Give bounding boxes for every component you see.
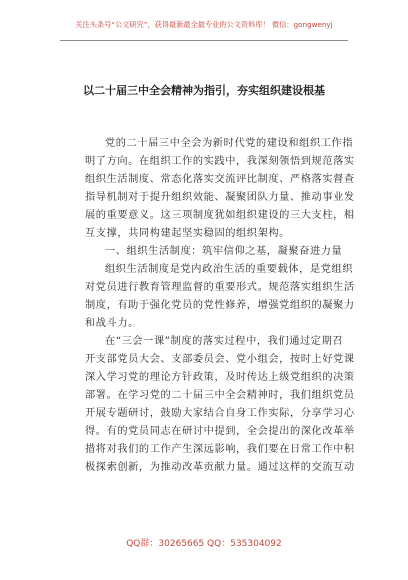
body-line: 组织生活制度是党内政治生活的重要载体，是党组织	[105, 264, 354, 275]
body-line: 在“三会一课”制度的落实过程中，我们通过定期召	[105, 336, 344, 347]
body-line: 对党员进行教育管理监督的重要形式。规范落实组织生活	[85, 282, 355, 293]
body-line: 党的二十届三中全会为新时代党的建设和组织工作指	[105, 138, 354, 149]
header-divider	[60, 40, 348, 41]
body-line: 开展专题研讨，鼓励大家结合自身工作实际，分享学习心	[85, 408, 355, 419]
body-line: 明了方向。在组织工作的实践中，我深刻领悟到规范落实	[85, 156, 355, 167]
footer-contact: QQ群：30265665 QQ：535304092	[126, 539, 282, 549]
body-line: 开支部党员大会、支部委员会、党小组会，按时上好党课	[85, 354, 355, 365]
header-promo-note: 关注头条号“公文研究”，获得最新最全最专业的公文资料库！ 微信：gongwenyj	[75, 20, 333, 29]
body-line: 部署。在学习党的二十届三中全会精神时，我们组织党员	[85, 390, 355, 401]
body-line: 和战斗力。	[85, 318, 139, 329]
body-line: 极探索创新，为推动改革贡献力量。通过这样的交流互动	[85, 462, 355, 473]
body-line: 互支撑，共同构建起坚实稳固的组织架构。	[85, 228, 290, 239]
body-line: 得。有的党员同志在研讨中提到，全会提出的深化改革举	[85, 426, 355, 437]
document-title: 以二十届三中全会精神为指引，夯实组织建设根基	[83, 84, 325, 97]
body-line: 深入学习党的理论方针政策，及时传达上级党组织的决策	[85, 372, 355, 383]
body-line: 措将对我们的工作产生深远影响，我们要在日常工作中积	[85, 444, 355, 455]
body-line: 制度，有助于强化党员的党性修养，增强党组织的凝聚力	[85, 300, 355, 311]
body-line: 一、组织生活制度：筑牢信仰之基，凝聚奋进力量	[105, 246, 343, 257]
body-line: 展的重要意义。这三项制度犹如组织建设的三大支柱，相	[85, 210, 355, 221]
document-body	[85, 135, 355, 477]
body-line: 指导机制对于提升组织效能、凝聚团队力量、推动事业发	[85, 192, 355, 203]
body-line: 组织生活制度、常态化落实交流评比制度、严格落实督查	[85, 174, 355, 185]
